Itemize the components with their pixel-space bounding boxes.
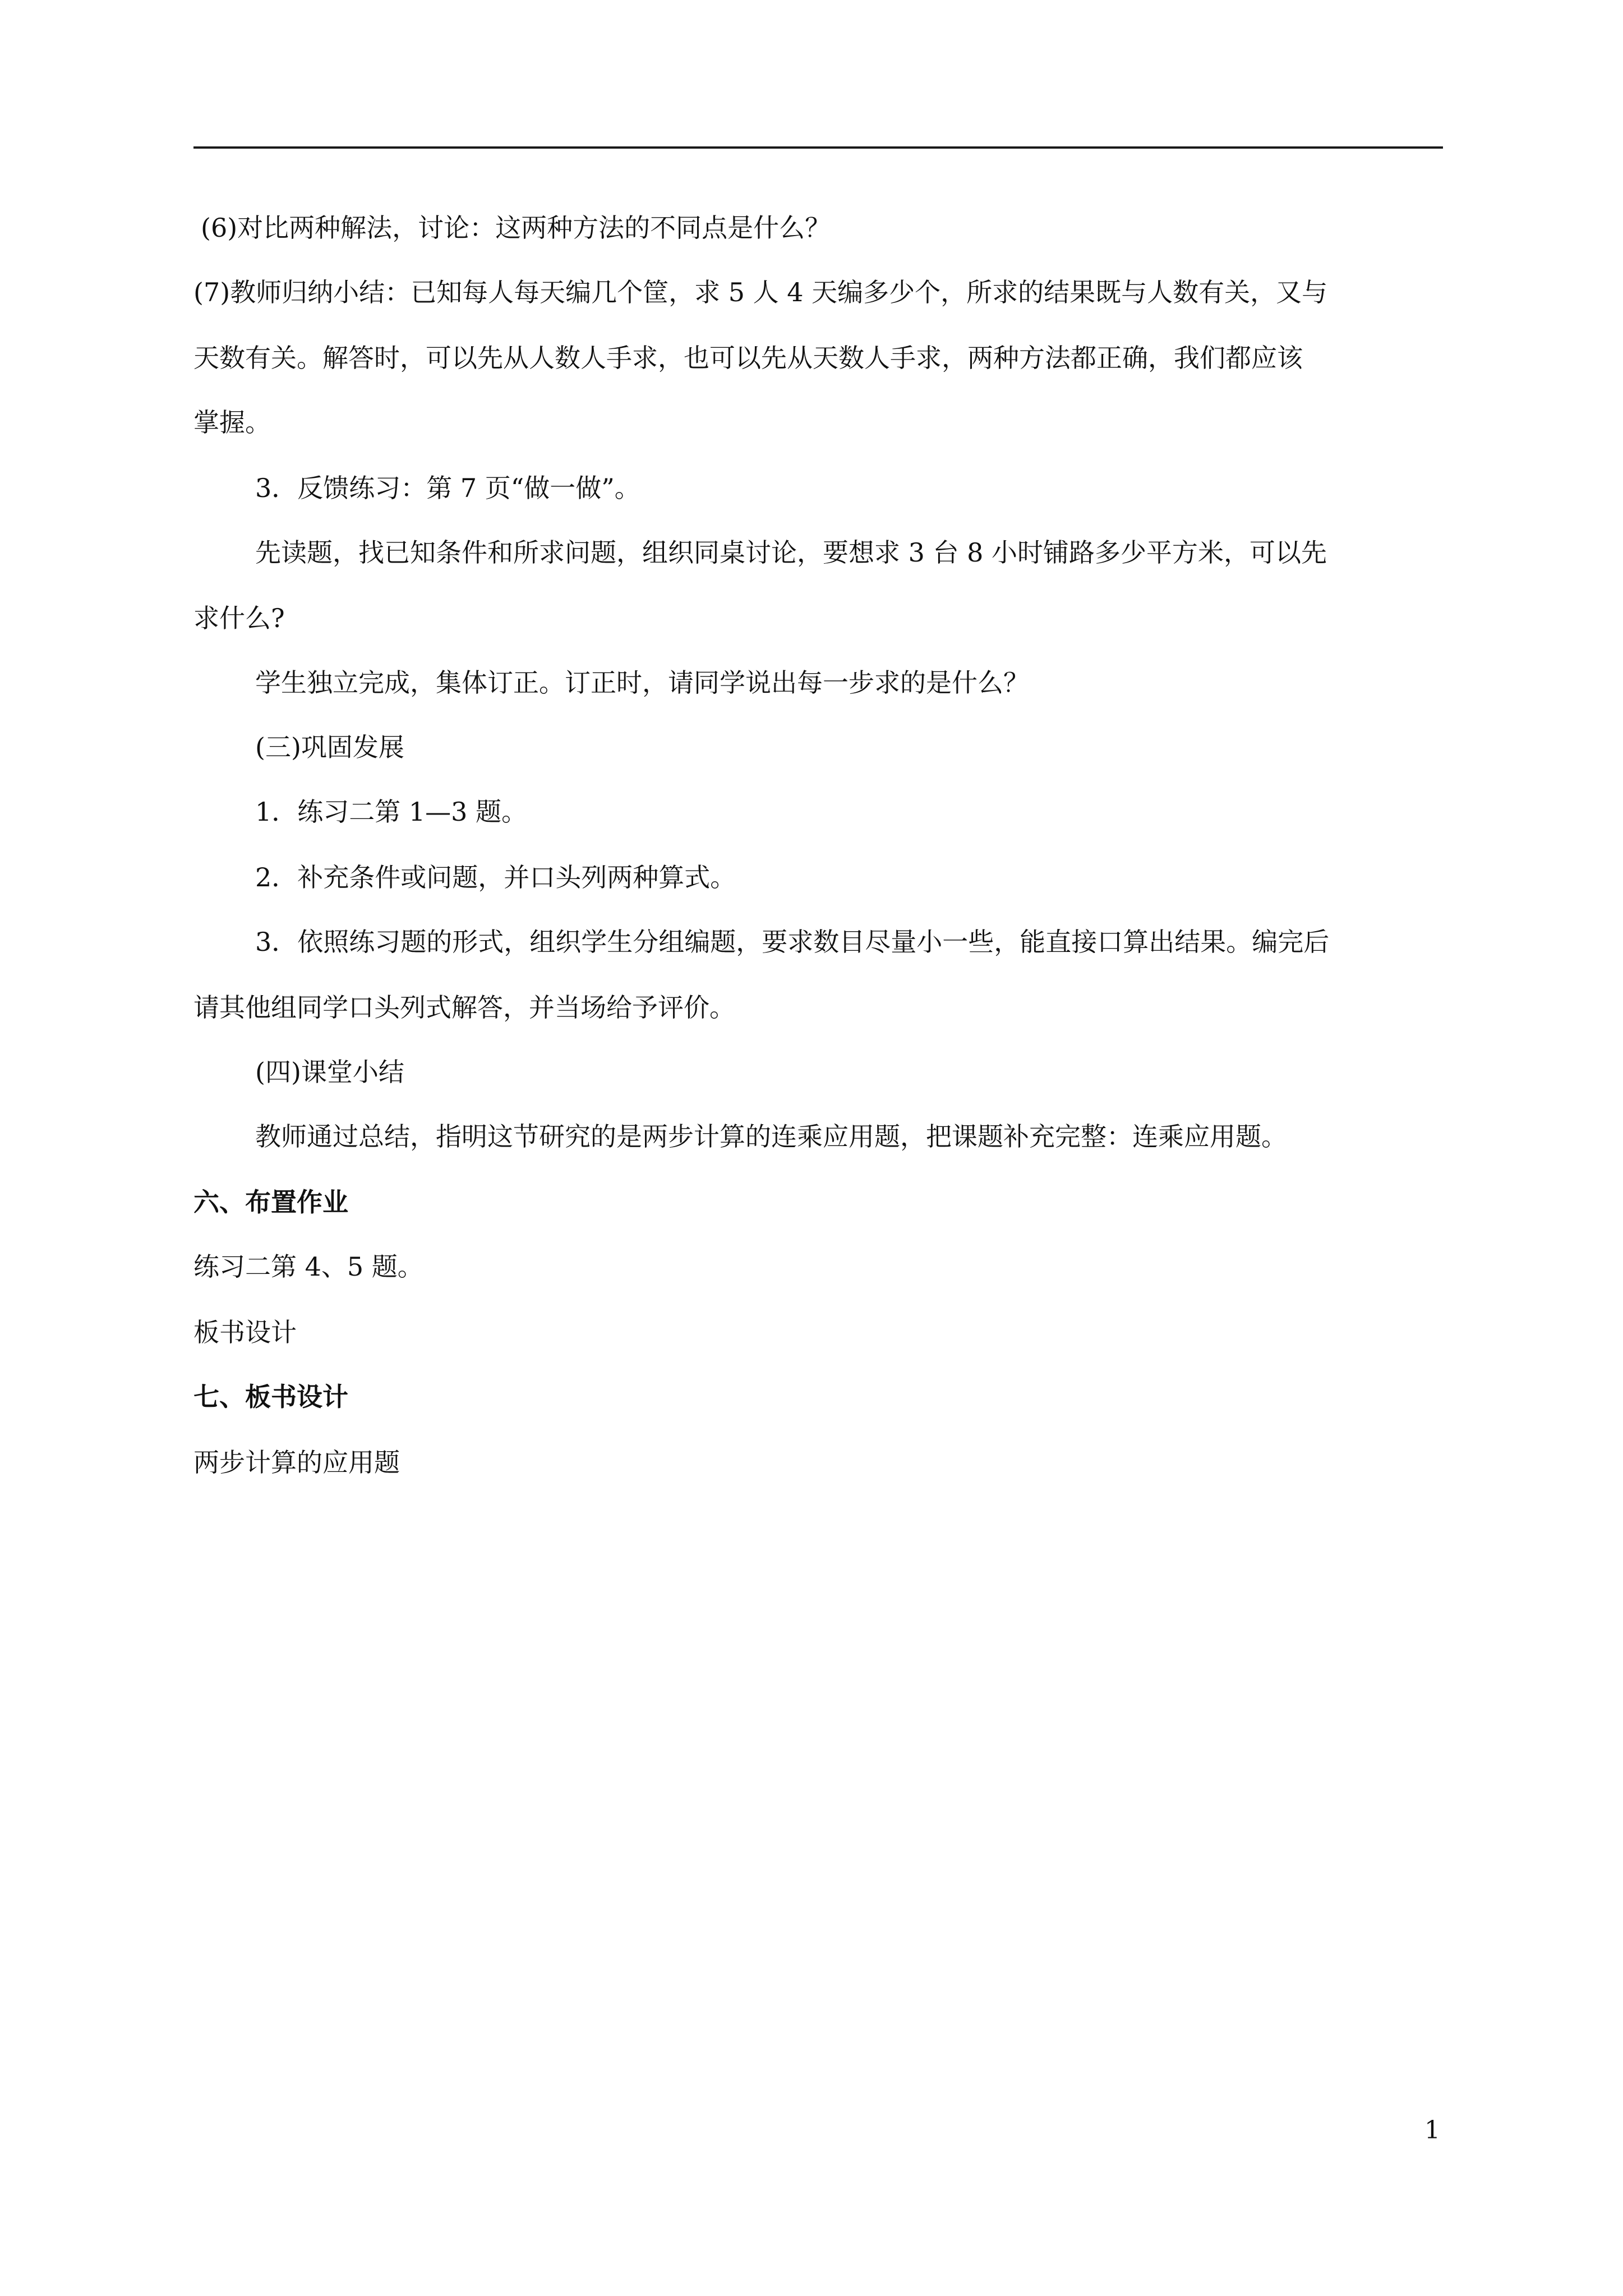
paragraph-line: 教师通过总结，指明这节研究的是两步计算的连乘应用题，把课题补充完整：连乘应用题。 (255, 1121, 1287, 1152)
paragraph-line: 两步计算的应用题 (193, 1447, 400, 1478)
list-item: 3．依照练习题的形式，组织学生分组编题，要求数目尽量小一些，能直接口算出结果。编完后 (255, 927, 1330, 957)
paragraph-line: 3．反馈练习：第 7 页“做一做”。 (255, 473, 640, 503)
chapter-heading: 六、布置作业 (193, 1187, 348, 1217)
list-item: 1．练习二第 1—3 题。 (255, 797, 528, 827)
paragraph-line: 请其他组同学口头列式解答，并当场给予评价。 (193, 992, 735, 1023)
page-number: 1 (1424, 2116, 1440, 2145)
paragraph-line: (6)对比两种解法，讨论：这两种方法的不同点是什么？ (201, 213, 831, 243)
chapter-heading: 七、板书设计 (193, 1382, 348, 1412)
paragraph-line: (7)教师归纳小结：已知每人每天编几个筐，求 5 人 4 天编多少个，所求的结果既与人数有关，又与 (193, 277, 1328, 307)
section-heading: (三)巩固发展 (255, 732, 404, 762)
paragraph-line: 先读题，找已知条件和所求问题，组织同桌讨论，要想求 3 台 8 小时铺路多少平方米，可以先 (255, 537, 1327, 568)
header-rule (193, 146, 1443, 149)
paragraph-line: 板书设计 (193, 1317, 297, 1347)
section-heading: (四)课堂小结 (255, 1057, 404, 1087)
paragraph-line: 天数有关。解答时，可以先从人数人手求，也可以先从天数人手求，两种方法都正确，我们都应该 (193, 343, 1303, 373)
paragraph-line: 求什么? (193, 603, 285, 633)
paragraph-line: 学生独立完成，集体订正。订正时，请同学说出每一步求的是什么？ (255, 668, 1029, 698)
paragraph-line: 练习二第 4、5 题。 (193, 1251, 423, 1282)
paragraph-line: 掌握。 (193, 407, 271, 438)
list-item: 2．补充条件或问题，并口头列两种算式。 (255, 862, 736, 892)
